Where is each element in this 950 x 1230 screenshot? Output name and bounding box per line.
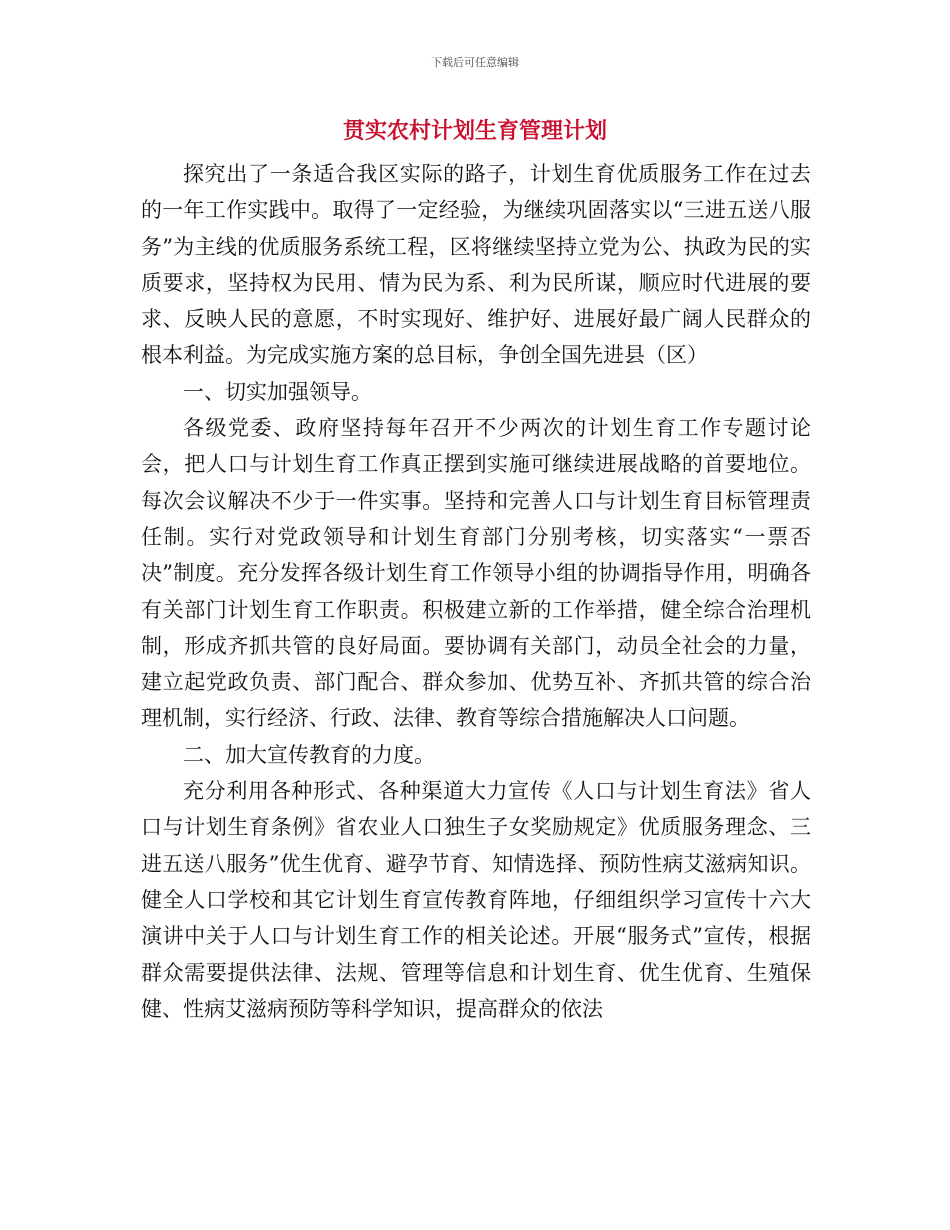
document-body <box>141 156 811 1027</box>
section-heading-2: 二、加大宣传教育的力度。 <box>183 742 435 767</box>
paragraph-publicity: 充分利用各种形式、各种渠道大力宣传《人口与计划生育法》省人口与计划生育条例》省农业人口独生子女奖励规定》优质服务理念、三进五送八服务”优生优育、避孕节育、知情选择、预防性病艾滋病知识。健全人口学校和其它计划生育宣传教育阵地，仔细组织学习宣传十六大演讲中关于人口与计划生育工作的相关论述。开展“服务式”宣传，根据群众需要提供法律、法规、管理等信息和计划生育、优生优育、生殖保健、性病艾滋病预防等科学知识，提高群众的依法 <box>141 779 811 1021</box>
document-title: 贯实农村计划生育管理计划 <box>342 119 607 144</box>
header-note: 下载后可任意编辑 <box>431 56 519 69</box>
paragraph-leadership: 各级党委、政府坚持每年召开不少两次的计划生育工作专题讨论会，把人口与计划生育工作真正摆到实施可继续进展战略的首要地位。每次会议解决不少于一件实事。坚持和完善人口与计划生育目标管理责任制。实行对党政领导和计划生育部门分别考核，切实落实“一票否决”制度。充分发挥各级计划生育工作领导小组的协调指导作用，明确各有关部门计划生育工作职责。积极建立新的工作举措，健全综合治理机制，形成齐抓共管的良好局面。要协调有关部门，动员全社会的力量，建立起党政负责、部门配合、群众参加、优势互补、齐抓共管的综合治理机制，实行经济、行政、法律、教育等综合措施解决人口问题。 <box>141 416 811 731</box>
paragraph-intro: 探究出了一条适合我区实际的路子，计划生育优质服务工作在过去的一年工作实践中。取得了一定经验，为继续巩固落实以“三进五送八服务”为主线的优质服务系统工程，区将继续坚持立党为公、执政为民的实质要求，坚持权为民用、情为民为系、利为民所谋，顺应时代进展的要求、反映人民的意愿，不时实现好、维护好、进展好最广阔人民群众的根本利益。为完成实施方案的总目标，争创全国先进县（区） <box>141 162 811 368</box>
section-heading-1: 一、切实加强领导。 <box>183 379 372 404</box>
